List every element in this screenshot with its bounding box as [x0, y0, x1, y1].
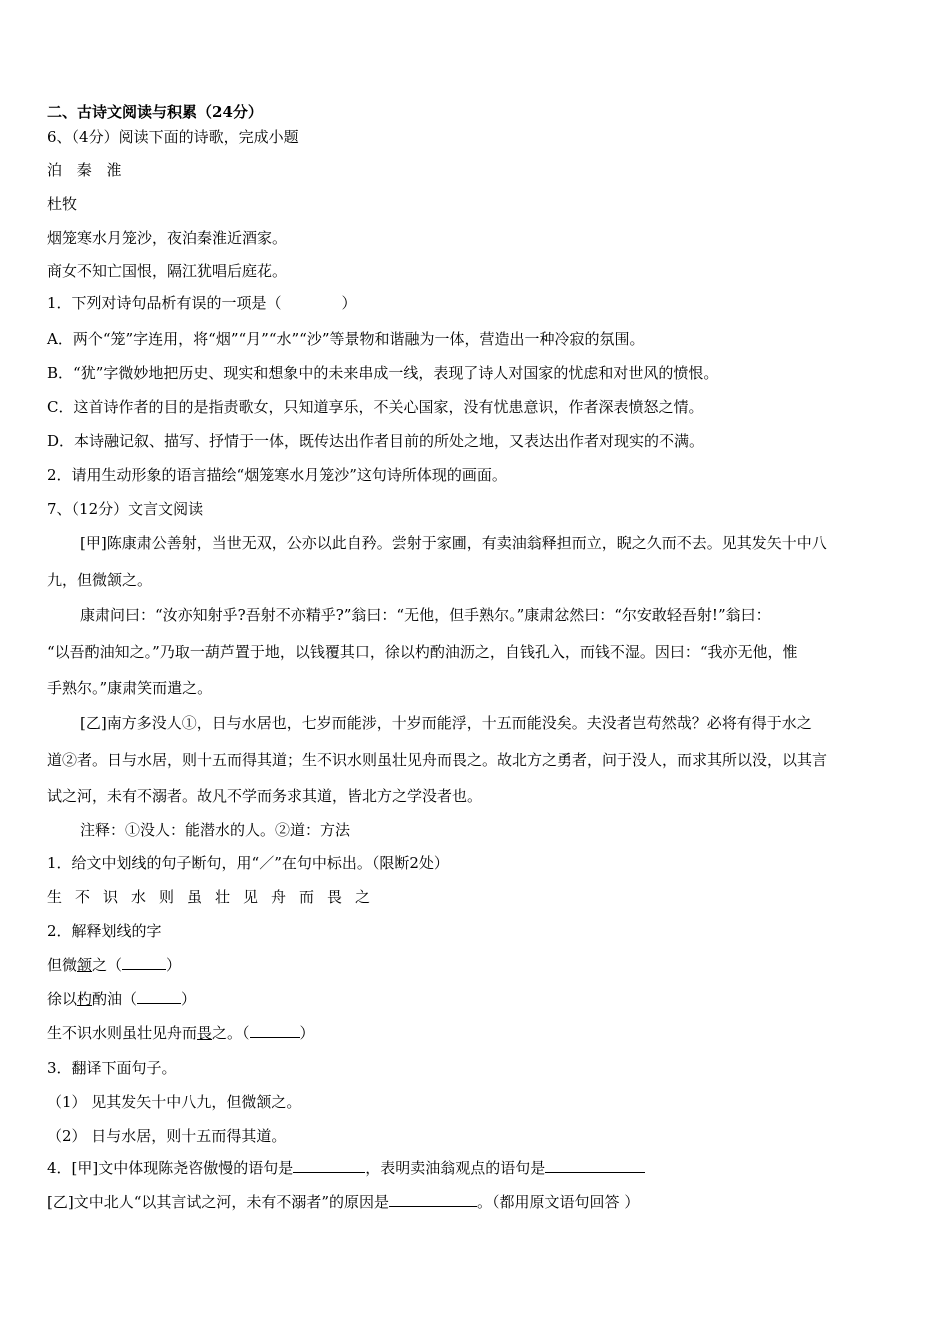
sentence-to-punctuate: 生不识水则虽壮见舟而畏之 — [47, 888, 384, 906]
jia-paragraph-2-line-1: 康肃问曰：“汝亦知射乎?吾射不亦精乎?”翁曰：“无他，但手熟尔。”康肃忿然曰：“尔安敢轻吾射!”翁曰： — [80, 606, 771, 624]
poem-line-2: 商女不知亡国恨，隔江犹唱后庭花。 — [47, 262, 288, 280]
word-item-2 — [47, 989, 196, 1009]
q7-sub4-part-c: [乙]文中北人“以其言试之河，未有不溺者”的原因是 — [47, 1193, 390, 1211]
word-item-1-target: 颔 — [77, 956, 93, 974]
jia-paragraph-2-line-2: “以吾酌油知之。”乃取一葫芦置于地，以钱覆其口，徐以杓酌油沥之，自钱孔入，而钱不湿。因曰：“我亦无他，惟 — [47, 643, 798, 661]
word-item-3-suffix: 之。（ — [212, 1024, 250, 1042]
word-item-1-prefix: 但微 — [47, 956, 78, 974]
q7-subquestion-4-continued — [47, 1192, 639, 1212]
word-item-3 — [47, 1023, 315, 1043]
word-item-3-target: 畏 — [197, 1024, 213, 1042]
word-item-2-target: 杓 — [77, 990, 93, 1008]
word-item-2-suffix: 酌油（ — [92, 990, 138, 1008]
q6-subquestion-1: 1．下列对诗句品析有误的一项是（ ） — [47, 294, 357, 312]
poem-line-1: 烟笼寒水月笼沙，夜泊秦淮近酒家。 — [47, 229, 288, 247]
option-c: C．这首诗作者的目的是指责歌女，只知道享乐，不关心国家，没有忧患意识，作者深表愤怒之情。 — [47, 398, 704, 416]
answer-blank[interactable] — [122, 955, 166, 970]
option-b: B．“犹”字微妙地把历史、现实和想象中的未来串成一线，表现了诗人对国家的忧虑和对世风的愤恨。 — [47, 364, 719, 382]
q7-subquestion-4 — [47, 1158, 645, 1178]
q7-subquestion-1: 1．给文中划线的句子断句，用“／”在句中标出。（限断2处） — [47, 854, 449, 872]
word-item-2-close: ） — [181, 990, 197, 1008]
answer-blank[interactable] — [389, 1192, 477, 1207]
q7-sub4-part-a: 4．[甲]文中体现陈尧咨傲慢的语句是 — [47, 1159, 294, 1177]
poem-title: 泊 秦 淮 — [47, 161, 127, 179]
word-item-1-suffix: 之（ — [92, 956, 123, 974]
q7-sub4-part-b: ，表明卖油翁观点的语句是 — [365, 1159, 546, 1177]
section-heading: 二、古诗文阅读与积累（24分） — [47, 103, 263, 121]
word-item-2-prefix: 徐以 — [47, 990, 78, 1008]
q6-subquestion-2: 2．请用生动形象的语言描绘“烟笼寒水月笼沙”这句诗所体现的画面。 — [47, 466, 507, 484]
poem-author: 杜牧 — [47, 195, 78, 213]
q7-subquestion-3: 3．翻译下面句子。 — [47, 1059, 177, 1077]
word-item-3-prefix: 生不识水则虽壮见舟而 — [47, 1024, 198, 1042]
translation-item-1: （1） 见其发矢十中八九，但微颔之。 — [47, 1093, 302, 1111]
answer-blank[interactable] — [137, 989, 181, 1004]
word-item-3-close: ） — [299, 1024, 315, 1042]
question-7-header: 7、（12分）文言文阅读 — [47, 500, 204, 518]
question-6-header: 6、（4分）阅读下面的诗歌，完成小题 — [47, 128, 299, 146]
jia-paragraph-2-line-3: 手熟尔。”康肃笑而遣之。 — [47, 679, 213, 697]
word-item-1-close: ） — [166, 956, 182, 974]
q7-sub4-part-d: 。（都用原文语句回答 ） — [477, 1193, 640, 1211]
translation-item-2: （2） 日与水居，则十五而得其道。 — [47, 1127, 287, 1145]
word-item-1 — [47, 955, 181, 975]
q7-subquestion-2: 2．解释划线的字 — [47, 922, 162, 940]
yi-paragraph-line-3: 试之河，未有不溺者。故凡不学而务求其道，皆北方之学没者也。 — [47, 787, 483, 805]
answer-blank[interactable] — [293, 1158, 365, 1173]
jia-paragraph-1-line-1: [甲]陈康肃公善射，当世无双，公亦以此自矜。尝射于家圃，有卖油翁释担而立，睨之久而不去。见其发矢十中八 — [80, 534, 827, 552]
yi-paragraph-line-2: 道②者。日与水居，则十五而得其道；生不识水则虽壮见舟而畏之。故北方之勇者，问于没人，而求其所以没，以其言 — [47, 751, 828, 769]
annotation-note: 注释：①没人：能潜水的人。②道：方法 — [80, 821, 351, 839]
yi-paragraph-line-1: [乙]南方多没人①，日与水居也，七岁而能涉，十岁而能浮，十五而能没矣。夫没者岂苟然哉？必将有得于水之 — [80, 714, 812, 732]
option-a: A．两个“笼”字连用，将“烟”“月”“水”“沙”等景物和谐融为一体，营造出一种冷寂的氛围。 — [47, 330, 645, 348]
jia-paragraph-1-line-2: 九，但微颔之。 — [47, 571, 153, 589]
option-d: D．本诗融记叙、描写、抒情于一体，既传达出作者目前的所处之地，又表达出作者对现实的不满。 — [47, 432, 705, 450]
answer-blank[interactable] — [545, 1158, 645, 1173]
answer-blank[interactable] — [250, 1023, 300, 1038]
